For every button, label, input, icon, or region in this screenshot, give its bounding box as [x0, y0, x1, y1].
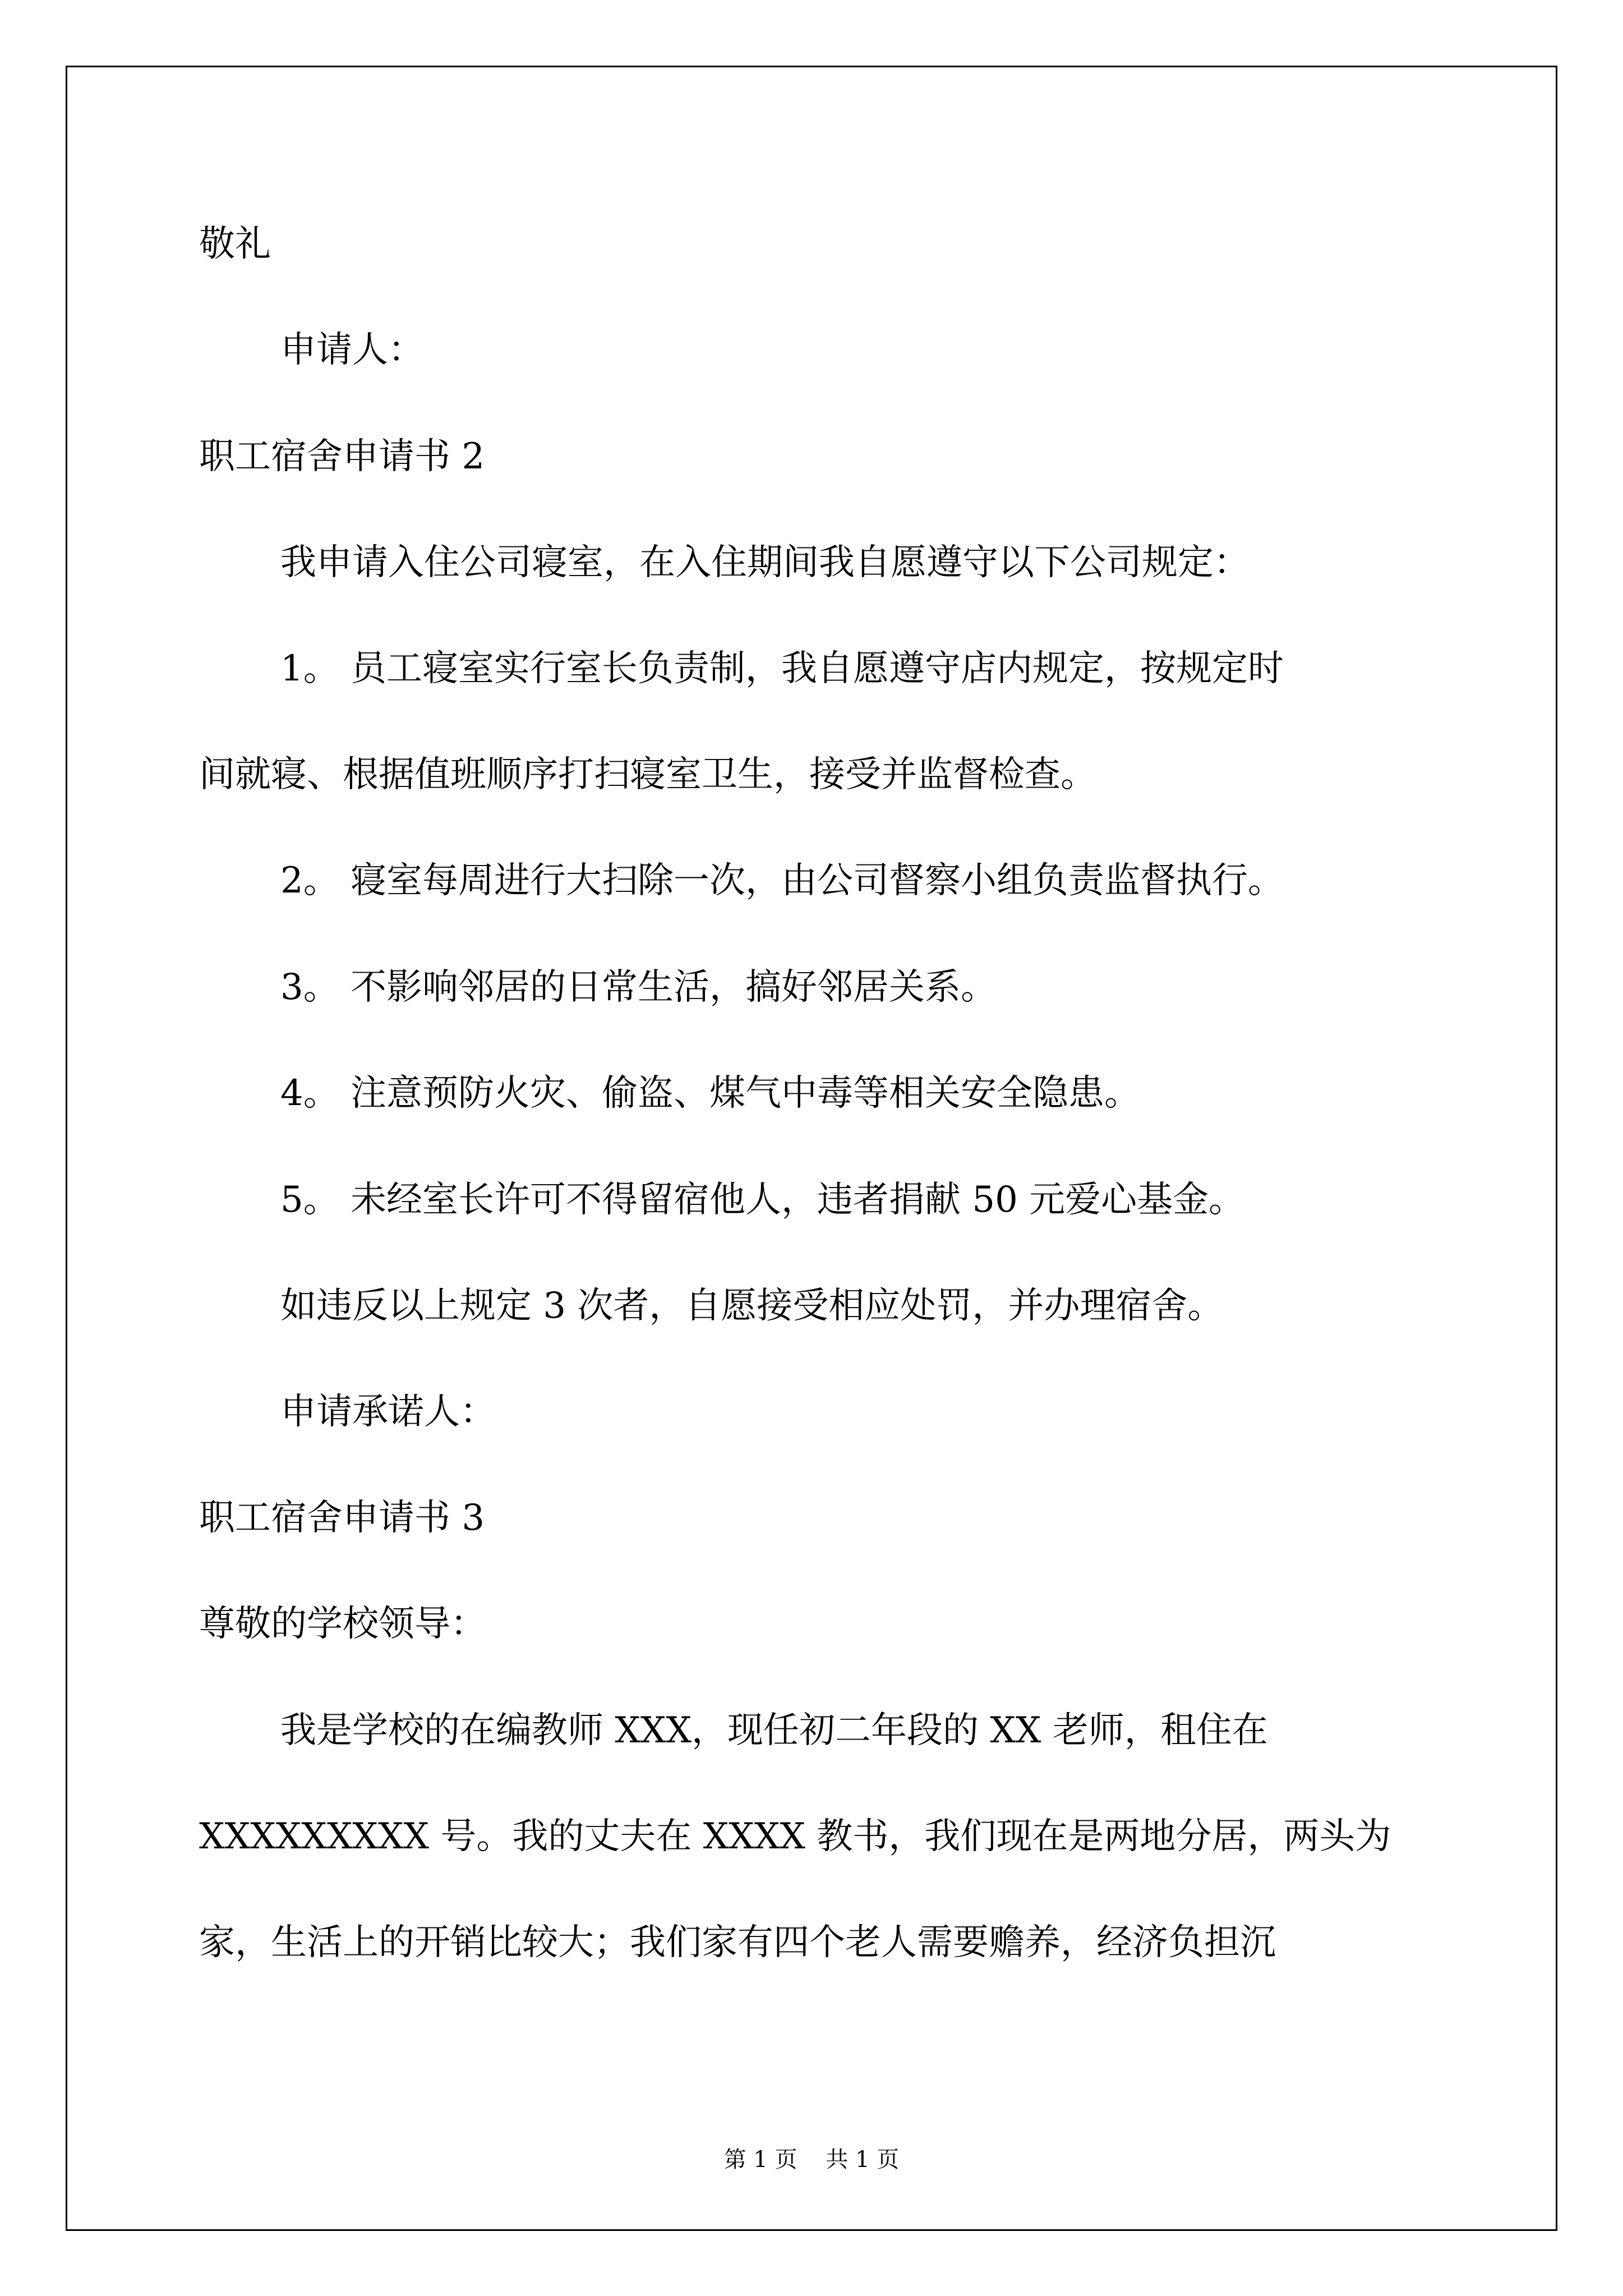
penalty-clause: 如违反以上规定 3 次者，自愿接受相应处罚，并办理宿舍。 — [280, 1285, 1224, 1327]
rule-1-line-2: 间就寝、根据值班顺序打扫寝室卫生，接受并监督检查。 — [199, 754, 1096, 795]
closing-salutation: 敬礼 — [199, 223, 271, 265]
pledger-label: 申请承诺人： — [280, 1391, 496, 1433]
section-title-2: 职工宿舍申请书 2 — [199, 436, 485, 477]
body-line-2: XXXXXXXXX 号。我的丈夫在 XXXX 教书，我们现在是两地分居，两头为 — [199, 1816, 1391, 1857]
page-footer: 第 1 页 共 1 页 — [723, 2147, 900, 2173]
rule-2: 2。 寝室每周进行大扫除一次，由公司督察小组负责监督执行。 — [280, 860, 1284, 901]
rule-1-line-1: 1。 员工寝室实行室长负责制，我自愿遵守店内规定，按规定时 — [280, 648, 1284, 689]
applicant-label: 申请人： — [280, 329, 424, 371]
body-line-1: 我是学校的在编教师 XXX，现任初二年段的 XX 老师，租住在 — [280, 1710, 1268, 1751]
rule-4: 4。 注意预防火灾、偷盗、煤气中毒等相关安全隐患。 — [280, 1073, 1141, 1114]
paragraph-intro: 我申请入住公司寝室，在入住期间我自愿遵守以下公司规定： — [280, 542, 1249, 583]
rule-3: 3。 不影响邻居的日常生活，搞好邻居关系。 — [280, 967, 997, 1008]
rule-5: 5。 未经室长许可不得留宿他人，违者捐献 50 元爱心基金。 — [280, 1179, 1245, 1221]
salutation: 尊敬的学校领导： — [199, 1603, 486, 1645]
page-border — [66, 66, 1557, 2231]
section-title-3: 职工宿舍申请书 3 — [199, 1497, 485, 1539]
body-line-3: 家，生活上的开销比较大；我们家有四个老人需要赡养，经济负担沉 — [199, 1922, 1276, 1963]
